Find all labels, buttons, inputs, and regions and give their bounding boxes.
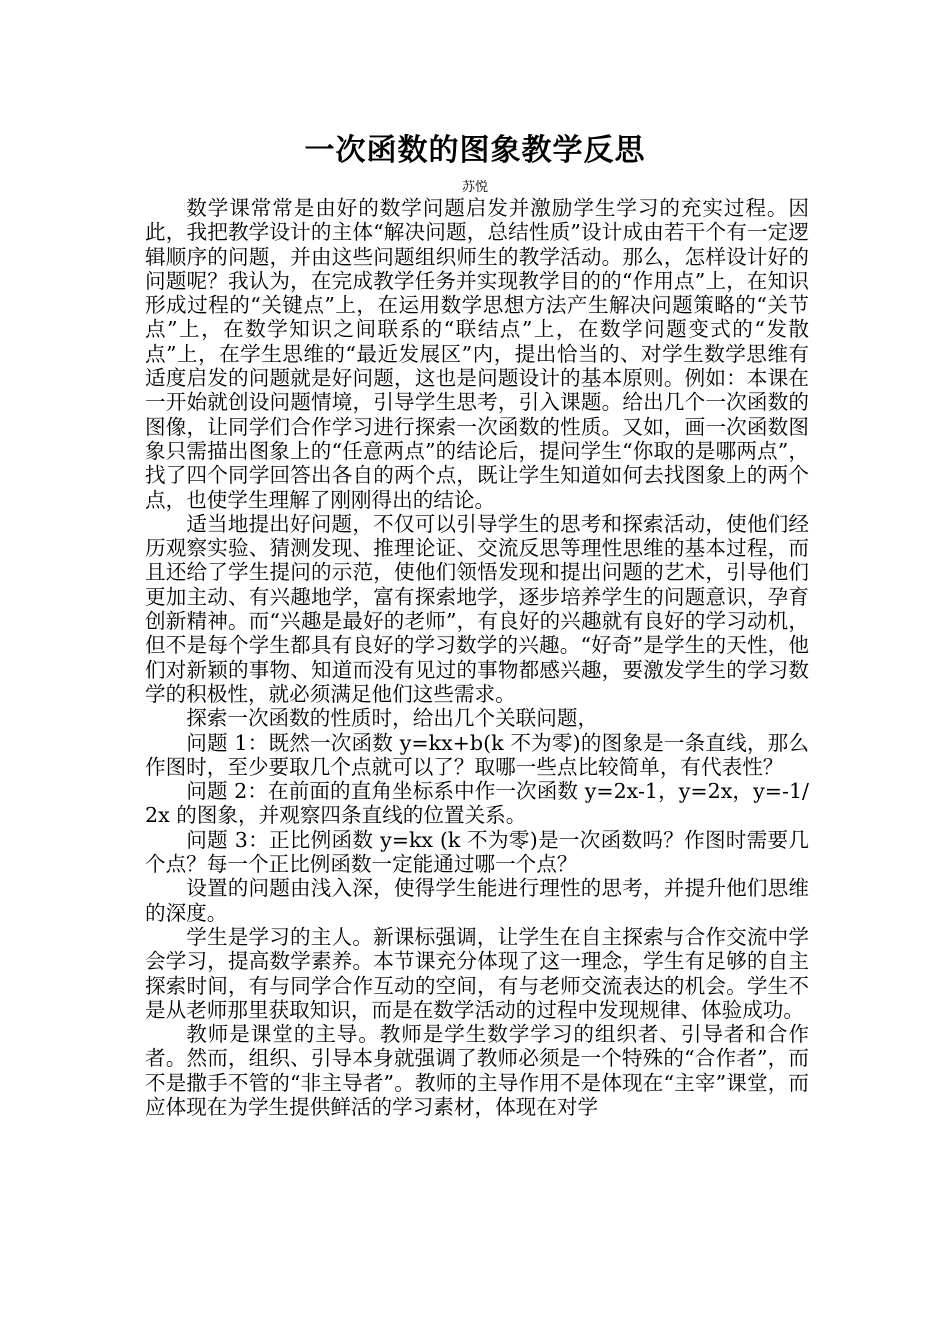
- paragraph: 问题 1：既然一次函数 y=kx+b(k 不为零)的图象是一条直线，那么作图时，至少要取几个点就可以了？取哪一些点比较简单，有代表性？: [145, 730, 809, 779]
- document-author: 苏悦: [461, 180, 488, 195]
- paragraph: 学生是学习的主人。新课标强调，让学生在自主探索与合作交流中学会学习，提高数学素养。本节课充分体现了这一理念，学生有足够的自主探索时间，有与同学合作互动的空间，有与老师交流表达的机会。学生不是从老师那里获取知识，而是在数学活动的过程中发现规律、体验成功。: [145, 924, 809, 1022]
- document-title: 一次函数的图象教学反思: [304, 133, 646, 168]
- paragraph: 教师是课堂的主导。教师是学生数学学习的组织者、引导者和合作者。然而，组织、引导本身就强调了教师必须是一个特殊的“合作者”，而不是撒手不管的“非主导者”。教师的主导作用不是体现在“主宰”课堂，而应体现在为学生提供鲜活的学习素材，体现在对学: [145, 1022, 809, 1119]
- document-body: [145, 196, 809, 1119]
- paragraph: 设置的问题由浅入深，使得学生能进行理性的思考，并提升他们思维的深度。: [145, 876, 809, 925]
- paragraph: 数学课常常是由好的数学问题启发并激励学生学习的充实过程。因此，我把教学设计的主体“解决问题，总结性质”设计成由若干个有一定逻辑顺序的问题，并由这些问题组织师生的教学活动。那么，怎样设计好的问题呢？我认为，在完成教学任务并实现教学目的的“作用点”上，在知识形成过程的“关键点”上，在运用数学思想方法产生解决问题策略的“关节点”上，在数学知识之间联系的“联结点”上，在数学问题变式的“发散点”上，在学生思维的“最近发展区”内，提出恰当的、对学生数学思维有适度启发的问题就是好问题，这也是问题设计的基本原则。例如：本课在一开始就创设问题情境，引导学生思考，引入课题。给出几个一次函数的图像，让同学们合作学习进行探索一次函数的性质。又如，画一次函数图象只需描出图象上的“任意两点”的结论后，提问学生“你取的是哪两点”，找了四个同学回答出各自的两个点，既让学生知道如何去找图象上的两个点，也使学生理解了刚刚得出的结论。: [145, 196, 809, 512]
- paragraph: 探索一次函数的性质时，给出几个关联问题，: [186, 706, 599, 731]
- paragraph: 适当地提出好问题，不仅可以引导学生的思考和探索活动，使他们经历观察实验、猜测发现、推理论证、交流反思等理性思维的基本过程，而且还给了学生提问的示范，使他们领悟发现和提出问题的艺术，引导他们更加主动、有兴趣地学，富有探索地学，逐步培养学生的问题意识，孕育创新精神。而“兴趣是最好的老师”，有良好的兴趣就有良好的学习动机，但不是每个学生都具有良好的学习数学的兴趣。“好奇”是学生的天性，他们对新颖的事物、知道而没有见过的事物都感兴趣，要激发学生的学习数学的积极性，就必须满足他们这些需求。: [145, 511, 809, 706]
- paragraph: 问题 2：在前面的直角坐标系中作一次函数 y=2x-1，y=2x，y=-1/2x 的图象，并观察四条直线的位置关系。: [145, 779, 809, 828]
- paragraph: 问题 3：正比例函数 y=kx (k 不为零)是一次函数吗？作图时需要几个点？每一个正比例函数一定能通过哪一个点？: [145, 827, 809, 877]
